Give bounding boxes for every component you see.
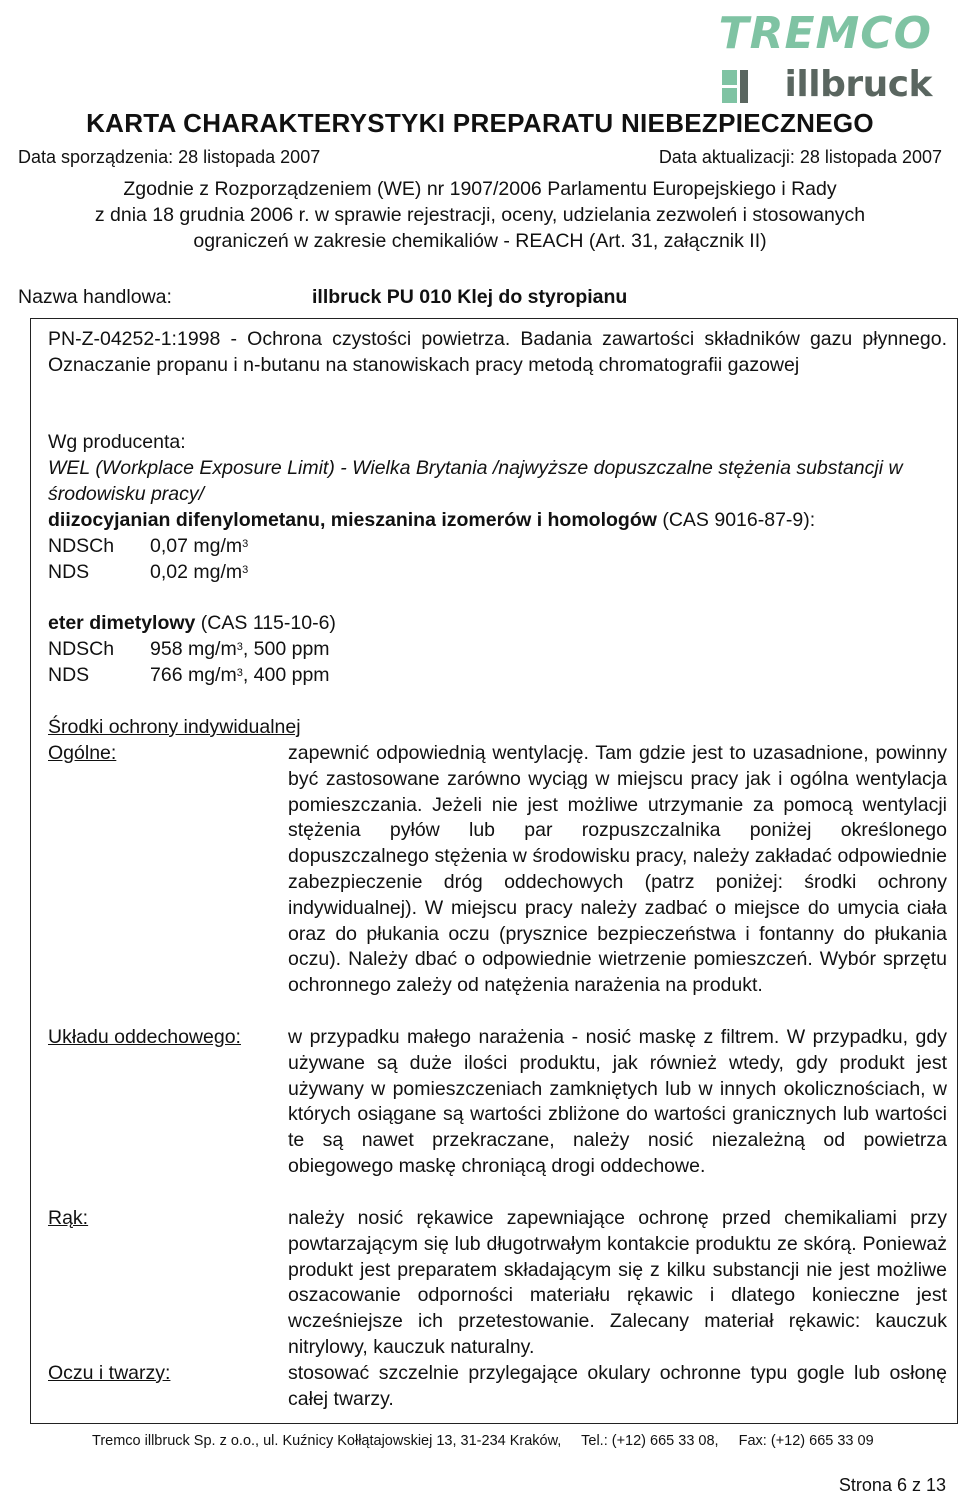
date-updated: Data aktualizacji: 28 listopada 2007 bbox=[658, 147, 942, 167]
regulation-line: Zgodnie z Rozporządzeniem (WE) nr 1907/2006 Parlamentu Europejskiego i Rady bbox=[123, 178, 837, 200]
wel-description: WEL (Workplace Exposure Limit) - Wielka Brytania /najwyższe dopuszczalne stężenia substancji w środowisku pracy/ bbox=[48, 457, 903, 505]
substance-heading bbox=[48, 611, 947, 637]
trade-name-label: Nazwa handlowa: bbox=[18, 286, 172, 308]
limit-key: NDS bbox=[48, 561, 90, 583]
substance-heading bbox=[48, 508, 947, 534]
protection-text-respiratory: w przypadku małego narażenia - nosić maskę z filtrem. W przypadku, gdy używane są duże ilości produktu, jak również wtedy, gdy produkt jest używany w pomieszczeniach zamkniętych lub w innych okolicznościach, w których osiągane są wartości zbliżone do wartości granicznych lub wartości te są nawet przekraczane, należy nosić niezależną od powietrza obiegowego maskę chroniącą drogi oddechowe. bbox=[288, 1026, 947, 1177]
logo-illbruck-text: illbruck bbox=[784, 64, 932, 105]
limit-unit-exponent: 3 bbox=[236, 667, 243, 679]
substance-name: diizocyjanian difenylometanu, mieszanina izomerów i homologów bbox=[48, 509, 657, 531]
limit-unit-exponent: 3 bbox=[242, 538, 249, 550]
protection-text-eyes: stosować szczelnie przylegające okulary ochronne typu gogle lub osłonę całej twarzy. bbox=[288, 1362, 947, 1410]
limit-row bbox=[48, 560, 248, 586]
protection-label-general: Ogólne: bbox=[48, 742, 117, 764]
protection-label-hands: Rąk: bbox=[48, 1207, 89, 1229]
limit-unit-exponent: 3 bbox=[236, 641, 243, 653]
protection-text-hands: należy nosić rękawice zapewniające ochronę przed chemikaliami przy powtarzającym się lub długotrwałym kontakcie produktu ze skórą. Ponieważ produkt jest preparatem składającym się z kilku substancji nie jest możliwe oszacowanie odporności materiału rękawic i dlatego konieczne jest wcześniejsze ich przetestowanie. Zalecany materiał rękawic: kauczuk nitrylowy, kauczuk naturalny. bbox=[288, 1207, 947, 1358]
date-prepared: Data sporządzenia: 28 listopada 2007 bbox=[18, 147, 321, 167]
substance-name: eter dimetylowy bbox=[48, 612, 196, 634]
substance-cas: (CAS 9016-87-9): bbox=[656, 509, 816, 531]
limit-unit-exponent: 3 bbox=[242, 564, 249, 576]
limit-value: 0,02 mg/m bbox=[150, 561, 243, 583]
document-title: KARTA CHARAKTERYSTYKI PREPARATU NIEBEZPIECZNEGO bbox=[86, 108, 874, 138]
limit-value: 0,07 mg/m bbox=[150, 535, 243, 557]
logo-tremco-text: TREMCO bbox=[718, 8, 932, 59]
page-number: Strona 6 z 13 bbox=[838, 1475, 946, 1493]
limit-row bbox=[48, 637, 330, 663]
footer-phone: Tel.: (+12) 665 33 08, bbox=[581, 1433, 719, 1449]
trade-name-value: illbruck PU 010 Klej do styropianu bbox=[312, 286, 628, 308]
limit-key: NDSCh bbox=[48, 535, 115, 557]
substance-cas: (CAS 115-10-6) bbox=[195, 612, 336, 634]
norm-paragraph: PN-Z-04252-1:1998 - Ochrona czystości powietrza. Badania zawartości składników gazu płynnego. Oznaczanie propanu i n-butanu na stanowiskach pracy metodą chromatografii gazowej bbox=[48, 328, 947, 376]
regulation-line: z dnia 18 grudnia 2006 r. w sprawie rejestracji, oceny, udzielania zezwoleń i stosowanych bbox=[94, 204, 866, 226]
limit-value: 958 mg/m bbox=[150, 638, 237, 660]
protection-label-respiratory: Układu oddechowego: bbox=[48, 1026, 241, 1048]
limit-ppm: , 500 ppm bbox=[242, 638, 330, 660]
limit-ppm: , 400 ppm bbox=[242, 664, 330, 686]
limit-key: NDSCh bbox=[48, 638, 115, 660]
protection-section-title: Środki ochrony indywidualnej bbox=[48, 716, 301, 738]
footer-fax: Fax: (+12) 665 33 09 bbox=[738, 1433, 874, 1449]
limit-row bbox=[48, 534, 248, 560]
limit-row bbox=[48, 663, 330, 689]
logo-mark-icon bbox=[722, 70, 756, 104]
regulation-note bbox=[0, 176, 960, 254]
protection-text-general: zapewnić odpowiednią wentylację. Tam gdzie jest to uzasadnione, powinny być zastosowane zarówno wyciąg w miejscu pracy jak i ogólna wentylacja pomieszczania. Jeżeli nie jest możliwe utrzymanie za pomocą wentylacji stężenia pyłów lub par rozpuszczalnika poniżej określonego dopuszczalnego stężenia w środowisku pracy, należy zakładać odpowiednie zabezpieczenie dróg oddechowych (patrz poniżej: środki ochrony indywidualnej). W miejscu pracy należy zadbać o miejsce do umycia ciała oraz do płukania oczu (prysznice bezpieczeństwa i fontanny do płukania oczu). Należy dbać o odpowiednie wietrzenie pomieszczeń. Wybór sprzętu ochronnego zależy od natężenia narażenia na produkt. bbox=[288, 742, 947, 997]
protection-label-eyes: Oczu i twarzy: bbox=[48, 1362, 171, 1384]
regulation-line: ograniczeń w zakresie chemikaliów - REACH (Art. 31, załącznik II) bbox=[193, 230, 767, 252]
producer-label: Wg producenta: bbox=[48, 431, 186, 453]
footer-contact bbox=[92, 1433, 892, 1449]
company-logo bbox=[718, 8, 932, 105]
limit-key: NDS bbox=[48, 664, 90, 686]
footer-address: Tremco illbruck Sp. z o.o., ul. Kuźnicy Kołłątajowskiej 13, 31-234 Kraków, bbox=[92, 1433, 562, 1449]
limit-value: 766 mg/m bbox=[150, 664, 237, 686]
